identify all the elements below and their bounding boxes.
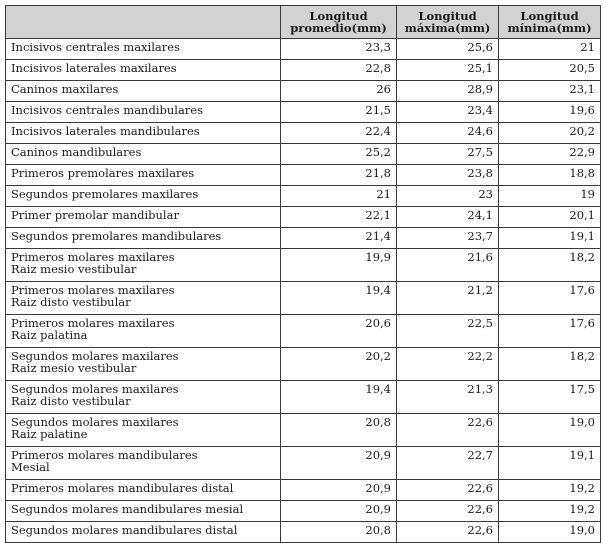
header-line: Longitud: [309, 9, 368, 23]
min-length-cell: 19,1: [499, 228, 601, 249]
tooth-name: Primer premolar mandibular: [11, 208, 179, 222]
tooth-name-cell: [6, 102, 281, 123]
min-length-cell: 20,1: [499, 207, 601, 228]
max-length-cell: 24,1: [397, 207, 499, 228]
max-length-cell: 28,9: [397, 81, 499, 102]
average-length-cell: 19,4: [281, 381, 397, 414]
min-length-cell: 19: [499, 186, 601, 207]
tooth-root-detail: Raiz disto vestibular: [11, 394, 131, 408]
min-length-cell: 18,2: [499, 348, 601, 381]
tooth-name-cell: [6, 81, 281, 102]
min-length-cell: 17,5: [499, 381, 601, 414]
min-length-cell: 19,0: [499, 522, 601, 543]
tooth-name-cell: [6, 501, 281, 522]
max-length-cell: 22,7: [397, 447, 499, 480]
tooth-name-cell: [6, 414, 281, 447]
average-length-cell: 22,8: [281, 60, 397, 81]
tooth-root-detail: Raiz mesio vestibular: [11, 262, 137, 276]
tooth-name: Incisivos centrales mandibulares: [11, 103, 204, 117]
header-line: Longitud: [418, 9, 477, 23]
tooth-root-detail: Raiz palatine: [11, 427, 88, 441]
min-length-cell: 17,6: [499, 282, 601, 315]
min-length-cell: 20,2: [499, 123, 601, 144]
header-row: [6, 6, 601, 39]
table-header: [6, 6, 601, 39]
tooth-name-cell: [6, 144, 281, 165]
table-row: [6, 39, 601, 60]
average-length-cell: 19,9: [281, 249, 397, 282]
header-average-length: [281, 6, 397, 39]
table-row: [6, 315, 601, 348]
max-length-cell: 21,3: [397, 381, 499, 414]
table-row: [6, 144, 601, 165]
max-length-cell: 22,6: [397, 414, 499, 447]
min-length-cell: 17,6: [499, 315, 601, 348]
average-length-cell: 19,4: [281, 282, 397, 315]
tooth-name: Incisivos laterales mandibulares: [11, 124, 200, 138]
average-length-cell: 21: [281, 186, 397, 207]
tooth-root-detail: Raiz disto vestibular: [11, 295, 131, 309]
max-length-cell: 22,5: [397, 315, 499, 348]
average-length-cell: 22,4: [281, 123, 397, 144]
header-max-length: [397, 6, 499, 39]
tooth-name-cell: [6, 282, 281, 315]
average-length-cell: 21,5: [281, 102, 397, 123]
min-length-cell: 19,0: [499, 414, 601, 447]
average-length-cell: 21,4: [281, 228, 397, 249]
tooth-name: Segundos molares maxilares: [11, 349, 179, 363]
tooth-length-table: [5, 5, 601, 543]
tooth-name-cell: [6, 480, 281, 501]
average-length-cell: 22,1: [281, 207, 397, 228]
table-row: [6, 102, 601, 123]
max-length-cell: 23,4: [397, 102, 499, 123]
table-row: [6, 207, 601, 228]
header-line: Longitud: [520, 9, 579, 23]
average-length-cell: 20,8: [281, 522, 397, 543]
tooth-name-cell: [6, 123, 281, 144]
header-min-length: [499, 6, 601, 39]
header-line: mínima(mm): [507, 21, 592, 35]
max-length-cell: 23: [397, 186, 499, 207]
average-length-cell: 20,6: [281, 315, 397, 348]
average-length-cell: 20,9: [281, 447, 397, 480]
min-length-cell: 19,1: [499, 447, 601, 480]
header-line: máxima(mm): [404, 21, 491, 35]
tooth-root-detail: Raiz mesio vestibular: [11, 361, 137, 375]
header-line: promedio(mm): [290, 21, 387, 35]
max-length-cell: 23,8: [397, 165, 499, 186]
min-length-cell: 19,2: [499, 501, 601, 522]
tooth-name: Incisivos laterales maxilares: [11, 61, 177, 75]
max-length-cell: 23,7: [397, 228, 499, 249]
min-length-cell: 19,6: [499, 102, 601, 123]
max-length-cell: 22,6: [397, 522, 499, 543]
tooth-name-cell: [6, 447, 281, 480]
max-length-cell: 21,6: [397, 249, 499, 282]
table-row: [6, 480, 601, 501]
tooth-name: Primeros molares maxilares: [11, 250, 175, 264]
min-length-cell: 19,2: [499, 480, 601, 501]
table-row: [6, 282, 601, 315]
tooth-name-cell: [6, 165, 281, 186]
average-length-cell: 20,9: [281, 480, 397, 501]
header-tooth: [6, 6, 281, 39]
tooth-name: Primeros molares mandibulares distal: [11, 481, 234, 495]
tooth-root-detail: Mesial: [11, 460, 50, 474]
tooth-root-detail: Raiz palatina: [11, 328, 88, 342]
tooth-name: Segundos premolares mandibulares: [11, 229, 222, 243]
table-body: [6, 39, 601, 543]
tooth-name: Segundos molares mandibulares mesial: [11, 502, 244, 516]
tooth-name-cell: [6, 60, 281, 81]
table-row: [6, 60, 601, 81]
max-length-cell: 25,1: [397, 60, 499, 81]
max-length-cell: 25,6: [397, 39, 499, 60]
tooth-name: Primeros molares maxilares: [11, 316, 175, 330]
average-length-cell: 26: [281, 81, 397, 102]
table-row: [6, 381, 601, 414]
tooth-name: Primeros molares maxilares: [11, 283, 175, 297]
table-row: [6, 228, 601, 249]
average-length-cell: 20,9: [281, 501, 397, 522]
average-length-cell: 21,8: [281, 165, 397, 186]
max-length-cell: 24,6: [397, 123, 499, 144]
min-length-cell: 18,8: [499, 165, 601, 186]
min-length-cell: 20,5: [499, 60, 601, 81]
tooth-name-cell: [6, 39, 281, 60]
table-row: [6, 123, 601, 144]
table-row: [6, 447, 601, 480]
max-length-cell: 22,6: [397, 480, 499, 501]
min-length-cell: 22,9: [499, 144, 601, 165]
min-length-cell: 18,2: [499, 249, 601, 282]
max-length-cell: 22,2: [397, 348, 499, 381]
average-length-cell: 20,2: [281, 348, 397, 381]
table-row: [6, 81, 601, 102]
tooth-name-cell: [6, 315, 281, 348]
max-length-cell: 22,6: [397, 501, 499, 522]
tooth-name-cell: [6, 522, 281, 543]
min-length-cell: 23,1: [499, 81, 601, 102]
average-length-cell: 25,2: [281, 144, 397, 165]
tooth-name: Caninos maxilares: [11, 82, 119, 96]
table-row: [6, 501, 601, 522]
tooth-length-table-container: [5, 5, 601, 543]
table-row: [6, 165, 601, 186]
average-length-cell: 20,8: [281, 414, 397, 447]
tooth-name-cell: [6, 348, 281, 381]
table-row: [6, 414, 601, 447]
tooth-name-cell: [6, 186, 281, 207]
min-length-cell: 21: [499, 39, 601, 60]
tooth-name: Primeros premolares maxilares: [11, 166, 195, 180]
tooth-name-cell: [6, 381, 281, 414]
table-row: [6, 348, 601, 381]
table-row: [6, 186, 601, 207]
max-length-cell: 27,5: [397, 144, 499, 165]
table-row: [6, 522, 601, 543]
tooth-name: Caninos mandibulares: [11, 145, 142, 159]
tooth-name: Incisivos centrales maxilares: [11, 40, 180, 54]
max-length-cell: 21,2: [397, 282, 499, 315]
tooth-name-cell: [6, 207, 281, 228]
table-row: [6, 249, 601, 282]
tooth-name-cell: [6, 249, 281, 282]
tooth-name: Segundos molares maxilares: [11, 415, 179, 429]
tooth-name: Segundos premolares maxilares: [11, 187, 199, 201]
tooth-name: Segundos molares maxilares: [11, 382, 179, 396]
average-length-cell: 23,3: [281, 39, 397, 60]
tooth-name: Segundos molares mandibulares distal: [11, 523, 238, 537]
tooth-name: Primeros molares mandibulares: [11, 448, 198, 462]
tooth-name-cell: [6, 228, 281, 249]
